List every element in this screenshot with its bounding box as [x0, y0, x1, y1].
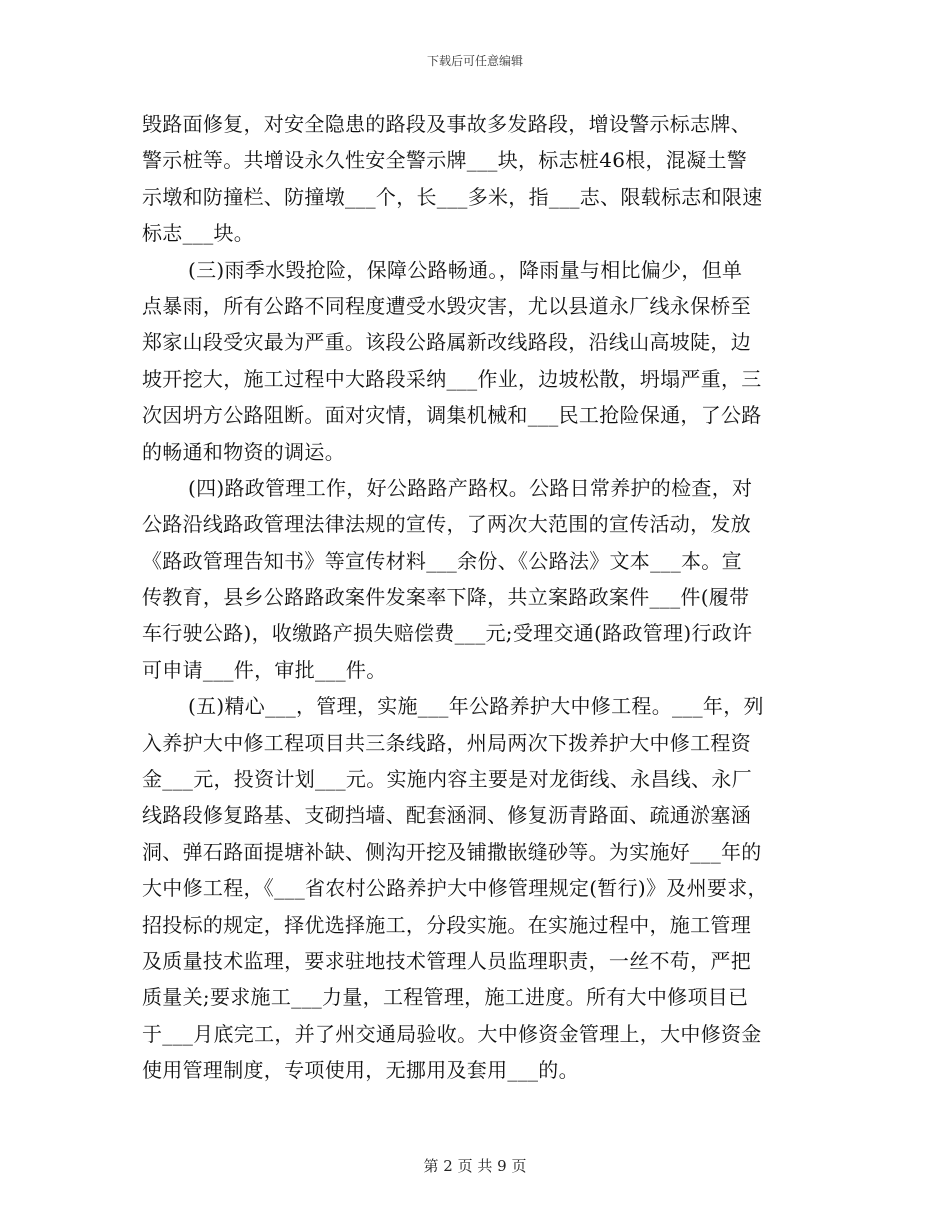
text-line: 于___月底完工，并了州交通局验收。大中修资金管理上，大中修资金	[142, 1021, 762, 1046]
text-line: 可申请___件，审批___件。	[142, 657, 387, 682]
text-line: 警示桩等。共增设永久性安全警示牌___块，标志桩46根，混凝土警	[142, 148, 748, 173]
text-line: 质量关;要求施工___力量，工程管理，施工进度。所有大中修项目已	[142, 985, 749, 1010]
paragraph-start-line: (四)路政管理工作，好公路路产路权。公路日常养护的检查，对	[188, 475, 753, 500]
text-line: 洞、弹石路面提塘补缺、侧沟开挖及铺撒嵌缝砂等。为实施好___年的	[142, 839, 762, 864]
text-line: 坡开挖大，施工过程中大路段采纳___作业，边坡松散，坍塌严重，三	[142, 366, 762, 391]
text-line: 线路段修复路基、支砌挡墙、配套涵洞、修复沥青路面、疏通淤塞涵	[142, 803, 751, 828]
text-line: 次因坍方公路阻断。面对灾情，调集机械和___民工抢险保通，了公路	[142, 403, 762, 428]
text-line: 招投标的规定，择优选择施工，分段实施。在实施过程中，施工管理	[142, 912, 751, 937]
text-line: 车行驶公路)，收缴路产损失赔偿费___元;受理交通(路政管理)行政许	[142, 621, 753, 646]
paragraph-start-line: (五)精心___，管理，实施___年公路养护大中修工程。___年，列	[188, 694, 764, 719]
text-line: 郑家山段受灾最为严重。该段公路属新改线路段，沿线山高坡陡，边	[142, 330, 751, 355]
text-line: 示墩和防撞栏、防撞墩___个，长___多米，指___志、限载标志和限速	[142, 184, 763, 209]
page-header-note: 下载后可任意编辑	[426, 54, 523, 68]
text-line: 入养护大中修工程项目共三条线路，州局两次下拨养护大中修工程资	[142, 730, 751, 755]
document-body	[142, 106, 818, 1089]
text-line: 大中修工程，《___省农村公路养护大中修管理规定(暂行)》及州要求，	[142, 876, 768, 901]
text-line: 标志___块。	[142, 221, 255, 246]
page-number-indicator: 第 2 页 共 9 页	[423, 1157, 527, 1175]
text-line: 毁路面修复，对安全隐患的路段及事故多发路段，增设警示标志牌、	[142, 112, 751, 136]
paragraph-start-line: (三)雨季水毁抢险，保障公路畅通。，降雨量与相比偏少，但单	[188, 257, 743, 282]
text-line: 金___元，投资计划___元。实施内容主要是对龙街线、永昌线、永厂	[142, 767, 752, 792]
text-line: 公路沿线路政管理法律法规的宣传，了两次大范围的宣传活动，发放	[142, 512, 751, 537]
text-line: 《路政管理告知书》等宣传材料___余份、《公路法》文本___本。宣	[142, 548, 742, 573]
text-line: 传教育，县乡公路路政案件发案率下降，共立案路政案件___件(履带	[142, 585, 750, 610]
text-line: 的畅通和物资的调运。	[142, 439, 345, 464]
text-line: 点暴雨，所有公路不同程度遭受水毁灾害，尤以县道永厂线永保桥至	[142, 293, 751, 318]
text-line: 使用管理制度，专项使用，无挪用及套用___的。	[142, 1058, 579, 1083]
text-line: 及质量技术监理，要求驻地技术管理人员监理职责，一丝不苟，严把	[142, 948, 751, 973]
